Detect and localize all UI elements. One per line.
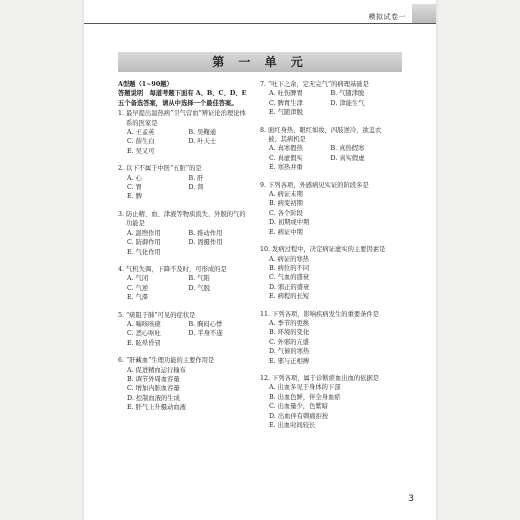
answer-option: B. 胸闷心悸	[188, 320, 223, 328]
answer-option: B. 出血色鲜，伴全身血瘀	[269, 393, 341, 401]
option-row	[260, 199, 392, 208]
answer-option: E. 病程的长短	[269, 293, 310, 301]
option-row	[260, 163, 392, 172]
answer-option: B. 病变初期	[269, 200, 303, 208]
option-row	[260, 228, 392, 237]
answer-option: D. 气候的寒热	[269, 348, 310, 356]
question-item	[260, 245, 392, 301]
question-item	[118, 265, 250, 303]
answer-option: B. 病位的不同	[269, 264, 310, 272]
answer-option: D. 气脱	[188, 284, 210, 292]
answer-option: C. 薛生白	[127, 138, 155, 146]
option-row	[118, 366, 250, 375]
question-item	[260, 310, 392, 366]
answer-option: B. 推动作用	[188, 229, 223, 237]
question-item	[118, 356, 250, 412]
answer-option: E. 肝气上升摄动血液	[127, 404, 186, 412]
option-row	[260, 218, 392, 227]
header-tab	[412, 4, 436, 23]
question-item	[260, 80, 392, 118]
option-row	[118, 339, 250, 348]
answer-option: C. 防御作用	[127, 239, 161, 247]
option-row	[118, 229, 250, 238]
option-row	[260, 255, 392, 264]
option-row	[118, 128, 250, 137]
answer-option: B. 吴鞠通	[188, 129, 217, 137]
answer-option: A. 季节的更换	[269, 319, 310, 327]
answer-option: B. 肝	[188, 174, 204, 182]
answer-option: C. 胃	[127, 184, 142, 192]
answer-option: D. 控制血液的生成	[127, 394, 180, 402]
answer-option: E. 病证中期	[269, 228, 303, 236]
answer-option: B. 环境的变化	[269, 329, 310, 337]
question-stem: 5. “痰阻于肺”可见的症状是	[118, 311, 196, 319]
option-row	[118, 183, 250, 192]
option-row	[118, 274, 250, 283]
option-row	[260, 154, 392, 163]
exam-page	[84, 0, 436, 520]
option-row	[118, 384, 250, 393]
option-row	[118, 329, 250, 338]
answer-option: D. 真实假虚	[330, 154, 365, 162]
answer-option: C. 外邪的亢盛	[269, 338, 310, 346]
answer-option: A. 真寒假热	[269, 145, 303, 153]
unit-banner: 第 一 单 元	[118, 52, 402, 72]
question-item	[260, 374, 392, 430]
question-item	[118, 311, 250, 349]
answer-option: D. 叶天士	[188, 138, 217, 146]
option-row	[118, 394, 250, 403]
option-row	[260, 264, 392, 273]
question-stem: 9. 下列各项，外感病见实证的阶段多是	[260, 181, 369, 189]
section-heading: A型题（1~90题）	[118, 81, 173, 88]
question-stem: 12. 下列各项，属于诊断瘀血出血的依据是	[260, 374, 380, 382]
answer-option: C. 真虚假实	[269, 154, 303, 162]
answer-option: E. 气滞	[127, 294, 149, 302]
option-row	[118, 147, 250, 156]
answer-option: E. 气随津脱	[269, 109, 303, 117]
option-row	[260, 383, 392, 392]
running-header: 模拟试卷一	[368, 13, 406, 21]
answer-option: B. 气随津脱	[330, 90, 365, 98]
answer-option: C. 恶心呕吐	[127, 330, 161, 338]
option-row	[260, 292, 392, 301]
option-row	[260, 273, 392, 282]
answer-option: D. 邪正的盛衰	[269, 283, 310, 291]
option-row	[260, 108, 392, 117]
answer-option: E. 邪与正相搏	[269, 357, 310, 365]
option-row	[260, 190, 392, 199]
answer-option: D. 半身不遂	[188, 330, 223, 338]
answer-option: A. 病证末期	[269, 191, 303, 199]
option-row	[260, 319, 392, 328]
answer-option: C. 增加内脏血容量	[127, 385, 180, 393]
option-row	[118, 293, 250, 302]
answer-option: B. 真热假寒	[330, 145, 365, 153]
answer-option: D. 肾	[188, 184, 204, 192]
answer-option: C. 气血的盛衰	[269, 274, 310, 282]
question-stem: 7. “吐下之余，定无完气”的病理基础是	[260, 81, 369, 88]
answer-option: E. 眩晕昏冒	[127, 339, 161, 347]
option-row	[118, 284, 250, 293]
option-row	[260, 144, 392, 153]
answer-option: C. 气逆	[127, 284, 149, 292]
answer-option: A. 病证的寒热	[269, 255, 310, 263]
option-row	[118, 248, 250, 257]
answer-option: A. 温煦作用	[127, 229, 161, 237]
left-column	[118, 80, 250, 421]
option-row	[260, 328, 392, 337]
question-stem: 8. 面红身热，眼红如妆，四肢逆冷，欲盖衣被，其病机是	[260, 126, 382, 144]
question-stem: 10. 发病过程中，决定病证虚实的主要因素是	[260, 246, 386, 254]
question-item	[118, 164, 250, 202]
answer-option: C. 出血量少，色紫暗	[269, 403, 328, 411]
answer-option: B. 调节外周血容量	[127, 375, 180, 383]
answer-option: A. 气闭	[127, 275, 149, 283]
question-stem: 1. 最早提出温热病“卫气营血”辨证论治理论体系的医家是	[118, 110, 246, 127]
option-row	[260, 421, 392, 430]
option-row	[118, 403, 250, 412]
answer-option: A. 出血多见于身体的下部	[269, 384, 341, 392]
answer-option: E. 吴又可	[127, 147, 155, 155]
option-row	[260, 347, 392, 356]
answer-option: E. 寒热并重	[269, 164, 303, 172]
answer-instructions: 答题说明 每道考题下面有 A、B、C、D、E 五个备选答案，请从中选择一个最佳答案。	[118, 90, 247, 107]
question-item	[118, 109, 250, 156]
answer-option: A. 心	[127, 174, 142, 182]
right-column	[260, 80, 392, 438]
answer-option: C. 各个阶段	[269, 209, 303, 217]
option-row	[260, 412, 392, 421]
question-item	[260, 181, 392, 237]
option-row	[260, 357, 392, 366]
page-number: 3	[408, 494, 414, 504]
question-item	[118, 210, 250, 257]
option-row	[118, 192, 250, 201]
option-row	[118, 375, 250, 384]
option-row	[260, 209, 392, 218]
answer-option: A. 吐伤脾胃	[269, 90, 303, 98]
answer-option: D. 津能生气	[330, 99, 365, 107]
option-row	[260, 393, 392, 402]
question-stem: 6. “肝藏血”生理功能的主要作用是	[118, 357, 215, 365]
answer-option: A. 王孟英	[127, 129, 155, 137]
header-rule	[84, 23, 436, 24]
option-row	[118, 137, 250, 146]
question-item	[260, 126, 392, 173]
answer-option: E. 脾	[127, 193, 142, 201]
option-row	[260, 402, 392, 411]
answer-option: D. 出血伴有刺痛拒按	[269, 412, 329, 420]
option-row	[260, 99, 392, 108]
question-stem: 4. 气机失调，下降不及时，可形成的是	[118, 265, 227, 273]
answer-option: E. 出血时间较长	[269, 422, 316, 429]
answer-option: C. 脾胃生津	[269, 99, 303, 107]
option-row	[118, 174, 250, 183]
option-row	[118, 320, 250, 329]
answer-option: D. 固摄作用	[188, 239, 223, 247]
option-row	[260, 89, 392, 98]
answer-option: D. 初期或中期	[269, 219, 310, 227]
answer-option: B. 气陷	[188, 275, 210, 283]
question-stem: 3. 防止精、血、津液等物质流失、外脱的气的功能是	[118, 210, 246, 228]
option-row	[118, 238, 250, 247]
answer-option: A. 促进精血运行输布	[127, 366, 186, 374]
answer-option: A. 喘咳咳痰	[127, 320, 161, 328]
question-stem: 2. 以下不属于中医“五脏”的是	[118, 165, 202, 173]
answer-option: E. 气化作用	[127, 248, 161, 256]
option-row	[260, 283, 392, 292]
option-row	[260, 338, 392, 347]
question-stem: 11. 下列各项，影响疾病发生的重要条件是	[260, 310, 380, 318]
